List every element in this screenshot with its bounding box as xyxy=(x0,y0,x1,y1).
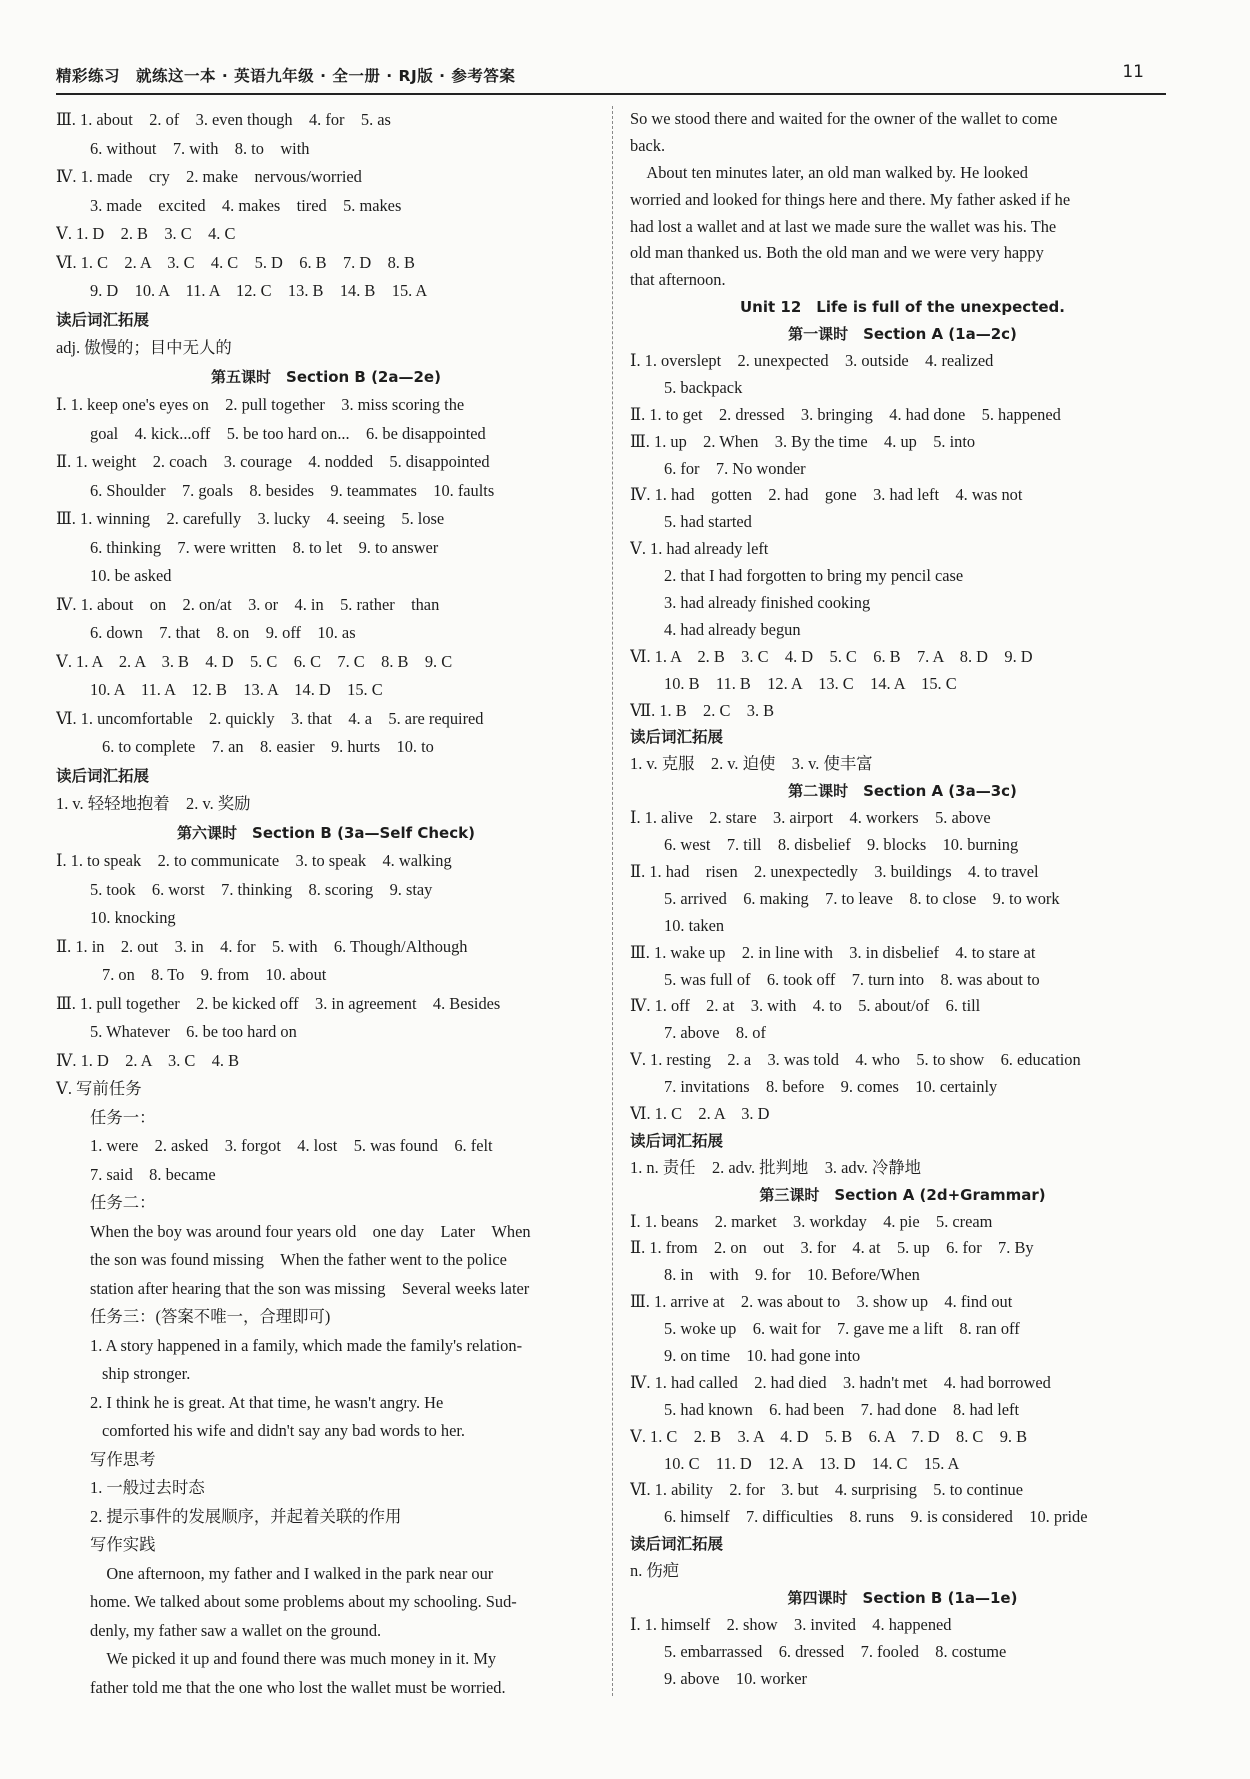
answer-line: that afternoon. xyxy=(630,270,726,290)
answer-line: 6. for 7. No wonder xyxy=(664,458,806,478)
answer-line: ship stronger. xyxy=(102,1364,191,1383)
answer-line: had lost a wallet and at last we made sure the wallet was his. The xyxy=(630,216,1057,236)
section-heading: 第四课时 Section B (1a—1e) xyxy=(787,1588,1018,1607)
answer-line: 9. D 10. A 11. A 12. C 13. B 14. B 15. A xyxy=(90,281,428,300)
answer-line: 6. Shoulder 7. goals 8. besides 9. teammates 10. faults xyxy=(90,480,495,500)
section-heading: 第六课时 Section B (3a—Self Check) xyxy=(177,823,475,842)
answer-line: When the boy was around four years old one day Later When xyxy=(90,1221,531,1241)
answer-line: 5. woke up 6. wait for 7. gave me a lift 8. ran off xyxy=(664,1319,1020,1339)
answer-line: Ⅵ. 1. C 2. A 3. D xyxy=(630,1103,770,1123)
answer-line: 9. above 10. worker xyxy=(664,1668,807,1688)
column-divider xyxy=(612,106,613,1696)
answer-line: 任务一： xyxy=(90,1107,156,1127)
answer-line: home. We talked about some problems about my schooling. Sud- xyxy=(90,1592,517,1611)
answer-line: 5. Whatever 6. be too hard on xyxy=(90,1022,297,1041)
section-heading: Unit 12 Life is full of the unexpected. xyxy=(740,298,1065,317)
answer-line: Ⅱ. 1. had risen 2. unexpectedly 3. buildings 4. to travel xyxy=(630,861,1039,881)
answer-line: About ten minutes later, an old man walked by. He looked xyxy=(630,162,1028,182)
answer-line: 5. embarrassed 6. dressed 7. fooled 8. costume xyxy=(664,1641,1007,1661)
answer-line: 任务二： xyxy=(90,1193,156,1212)
answer-line: old man thanked us. Both the old man and we were very happy xyxy=(630,243,1044,263)
answer-line: father told me that the one who lost the wallet must be worried. xyxy=(90,1677,506,1697)
answer-line: 10. be asked xyxy=(90,566,172,585)
answer-line: Ⅰ. 1. alive 2. stare 3. airport 4. workers 5. above xyxy=(630,808,991,828)
answer-line: 2. I think he is great. At that time, he wasn't angry. He xyxy=(90,1392,444,1412)
answer-line: Ⅳ. 1. off 2. at 3. with 4. to 5. about/of 6. till xyxy=(630,996,981,1016)
answer-line: 6. to complete 7. an 8. easier 9. hurts 10. to xyxy=(102,737,434,756)
answer-line: station after hearing that the son was missing Several weeks later xyxy=(90,1278,530,1298)
answer-line: 10. A 11. A 12. B 13. A 14. D 15. C xyxy=(90,680,383,699)
answer-line: 7. invitations 8. before 9. comes 10. certainly xyxy=(664,1077,998,1097)
answer-line: n. 伤疤 xyxy=(630,1561,680,1581)
answer-line: worried and looked for things here and there. My father asked if he xyxy=(630,189,1071,209)
answer-line: Ⅴ. 1. had already left xyxy=(630,539,769,559)
answer-line: Ⅲ. 1. winning 2. carefully 3. lucky 4. seeing 5. lose xyxy=(56,509,445,528)
answer-line: 6. thinking 7. were written 8. to let 9. to answer xyxy=(90,537,439,557)
answer-line: 2. that I had forgotten to bring my pencil case xyxy=(664,566,964,586)
answer-line: Ⅱ. 1. from 2. on out 3. for 4. at 5. up 6. for 7. By xyxy=(630,1238,1034,1258)
answer-line: 任务三：(答案不唯一，合理即可) xyxy=(90,1307,331,1326)
page-number: 11 xyxy=(1122,62,1144,82)
answer-line: Ⅱ. 1. in 2. out 3. in 4. for 5. with 6. Though/Although xyxy=(56,936,468,956)
answer-line: Ⅲ. 1. about 2. of 3. even though 4. for 5. as xyxy=(56,110,391,129)
answer-line: Ⅴ. 1. D 2. B 3. C 4. C xyxy=(56,224,236,243)
answer-line: 4. had already begun xyxy=(664,619,801,639)
answer-line: 10. B 11. B 12. A 13. C 14. A 15. C xyxy=(664,673,957,693)
section-heading: 读后词汇拓展 xyxy=(630,728,724,747)
answer-line: Ⅵ. 1. uncomfortable 2. quickly 3. that 4. a 5. are required xyxy=(56,708,484,728)
answer-line: Ⅱ. 1. weight 2. coach 3. courage 4. nodded 5. disappointed xyxy=(56,452,490,471)
answer-line: Ⅵ. 1. ability 2. for 3. but 4. surprising 5. to continue xyxy=(630,1480,1023,1500)
answer-line: 6. himself 7. difficulties 8. runs 9. is considered 10. pride xyxy=(664,1507,1088,1527)
section-heading: 读后词汇拓展 xyxy=(56,766,150,785)
answer-line: 7. on 8. To 9. from 10. about xyxy=(102,965,327,984)
answer-line: goal 4. kick...off 5. be too hard on... 6. be disappointed xyxy=(90,423,486,443)
answer-line: Ⅳ. 1. about on 2. on/at 3. or 4. in 5. rather than xyxy=(56,594,440,614)
answer-line: Ⅰ. 1. keep one's eyes on 2. pull together 3. miss scoring the xyxy=(56,395,465,414)
answer-line: Ⅳ. 1. D 2. A 3. C 4. B xyxy=(56,1050,240,1070)
answer-line: 6. west 7. till 8. disbelief 9. blocks 10. burning xyxy=(664,835,1019,855)
answer-line: 7. said 8. became xyxy=(90,1164,216,1184)
answer-line: 8. in with 9. for 10. Before/When xyxy=(664,1265,920,1285)
answer-line: 3. made excited 4. makes tired 5. makes xyxy=(90,195,402,215)
answer-line: 写作思考 xyxy=(90,1449,156,1469)
answer-line: Ⅴ. 1. resting 2. a 3. was told 4. who 5. to show 6. education xyxy=(630,1050,1081,1070)
answer-line: 6. without 7. with 8. to with xyxy=(90,138,310,158)
section-heading: 第五课时 Section B (2a—2e) xyxy=(211,367,441,386)
section-heading: 第三课时 Section A (2d+Grammar) xyxy=(759,1185,1046,1204)
right-column xyxy=(630,106,1175,1693)
answer-line: 10. C 11. D 12. A 13. D 14. C 15. A xyxy=(664,1453,960,1473)
answer-line: 7. above 8. of xyxy=(664,1023,766,1043)
answer-line: Ⅳ. 1. had gotten 2. had gone 3. had left 4. was not xyxy=(630,485,1023,505)
answer-line: Ⅲ. 1. up 2. When 3. By the time 4. up 5. into xyxy=(630,431,976,451)
section-heading: 第二课时 Section A (3a—3c) xyxy=(788,782,1017,801)
answer-line: 5. backpack xyxy=(664,377,743,397)
section-heading: 读后词汇拓展 xyxy=(56,310,150,329)
answer-line: 1. n. 责任 2. adv. 批判地 3. adv. 冷静地 xyxy=(630,1157,922,1177)
answer-line: Ⅰ. 1. to speak 2. to communicate 3. to speak 4. walking xyxy=(56,851,452,870)
answer-line: 5. took 6. worst 7. thinking 8. scoring 9. stay xyxy=(90,879,433,899)
answer-line: 5. had known 6. had been 7. had done 8. had left xyxy=(664,1399,1020,1419)
answer-line: 10. knocking xyxy=(90,908,176,927)
answer-line: 6. down 7. that 8. on 9. off 10. as xyxy=(90,623,356,642)
answer-line: So we stood there and waited for the owner of the wallet to come xyxy=(630,109,1058,128)
answer-line: Ⅱ. 1. to get 2. dressed 3. bringing 4. had done 5. happened xyxy=(630,404,1061,424)
answer-line: 10. taken xyxy=(664,915,725,935)
answer-line: 5. was full of 6. took off 7. turn into 8. was about to xyxy=(664,969,1040,989)
answer-line: 3. had already finished cooking xyxy=(664,593,871,613)
answer-line: Ⅵ. 1. C 2. A 3. C 4. C 5. D 6. B 7. D 8. B xyxy=(56,252,415,272)
answer-line: Ⅰ. 1. beans 2. market 3. workday 4. pie 5. cream xyxy=(630,1211,993,1231)
answer-line: We picked it up and found there was much money in it. My xyxy=(90,1649,497,1668)
answer-line: Ⅰ. 1. himself 2. show 3. invited 4. happened xyxy=(630,1614,952,1634)
answer-line: Ⅴ. 1. C 2. B 3. A 4. D 5. B 6. A 7. D 8. C 9. B xyxy=(630,1426,1028,1446)
answer-line: back. xyxy=(630,135,666,155)
answer-line: 1. v. 轻轻地抱着 2. v. 奖励 xyxy=(56,794,251,813)
answer-line: Ⅴ. 1. A 2. A 3. B 4. D 5. C 6. C 7. C 8. B 9. C xyxy=(56,651,453,671)
answer-line: 1. A story happened in a family, which made the family's relation- xyxy=(90,1335,523,1355)
answer-line: Ⅰ. 1. overslept 2. unexpected 3. outside 4. realized xyxy=(630,351,994,371)
answer-line: comforted his wife and didn't say any bad words to her. xyxy=(102,1421,466,1440)
answer-line: 写作实践 xyxy=(90,1535,156,1554)
answer-line: 1. were 2. asked 3. forgot 4. lost 5. was found 6. felt xyxy=(90,1136,493,1155)
answer-line: denly, my father saw a wallet on the ground. xyxy=(90,1620,382,1640)
section-heading: 读后词汇拓展 xyxy=(630,1535,724,1554)
answer-line: 2. 提示事件的发展顺序，并起着关联的作用 xyxy=(90,1506,402,1526)
section-heading: 读后词汇拓展 xyxy=(630,1131,724,1150)
header-rule xyxy=(56,93,1166,95)
answer-line: the son was found missing When the father went to the police xyxy=(90,1250,507,1269)
header-title: 精彩练习 就练这一本 · 英语九年级 · 全一册 · RJ版 · 参考答案 xyxy=(56,67,516,85)
answer-line: One afternoon, my father and I walked in the park near our xyxy=(90,1563,494,1583)
answer-line: 9. on time 10. had gone into xyxy=(664,1345,861,1365)
answer-line: Ⅳ. 1. made cry 2. make nervous/worried xyxy=(56,167,362,186)
section-heading: 第一课时 Section A (1a—2c) xyxy=(788,325,1017,344)
answer-line: Ⅶ. 1. B 2. C 3. B xyxy=(630,700,775,720)
answer-line: 1. v. 克服 2. v. 迫使 3. v. 使丰富 xyxy=(630,754,873,774)
answer-line: Ⅳ. 1. had called 2. had died 3. hadn't met 4. had borrowed xyxy=(630,1372,1051,1392)
answer-line: 5. had started xyxy=(664,512,752,532)
left-column xyxy=(56,106,596,1702)
answer-line: Ⅲ. 1. wake up 2. in line with 3. in disbelief 4. to stare at xyxy=(630,942,1036,962)
page-header xyxy=(56,58,1164,94)
answer-line: 1. 一般过去时态 xyxy=(90,1478,205,1497)
answer-line: adj. 傲慢的；目中无人的 xyxy=(56,338,232,357)
answer-line: Ⅲ. 1. pull together 2. be kicked off 3. in agreement 4. Besides xyxy=(56,993,501,1013)
answer-line: Ⅵ. 1. A 2. B 3. C 4. D 5. C 6. B 7. A 8. D 9. D xyxy=(630,646,1033,666)
answer-line: 5. arrived 6. making 7. to leave 8. to close 9. to work xyxy=(664,888,1060,908)
answer-line: Ⅲ. 1. arrive at 2. was about to 3. show up 4. find out xyxy=(630,1292,1013,1312)
answer-line: Ⅴ. 写前任务 xyxy=(56,1079,142,1098)
